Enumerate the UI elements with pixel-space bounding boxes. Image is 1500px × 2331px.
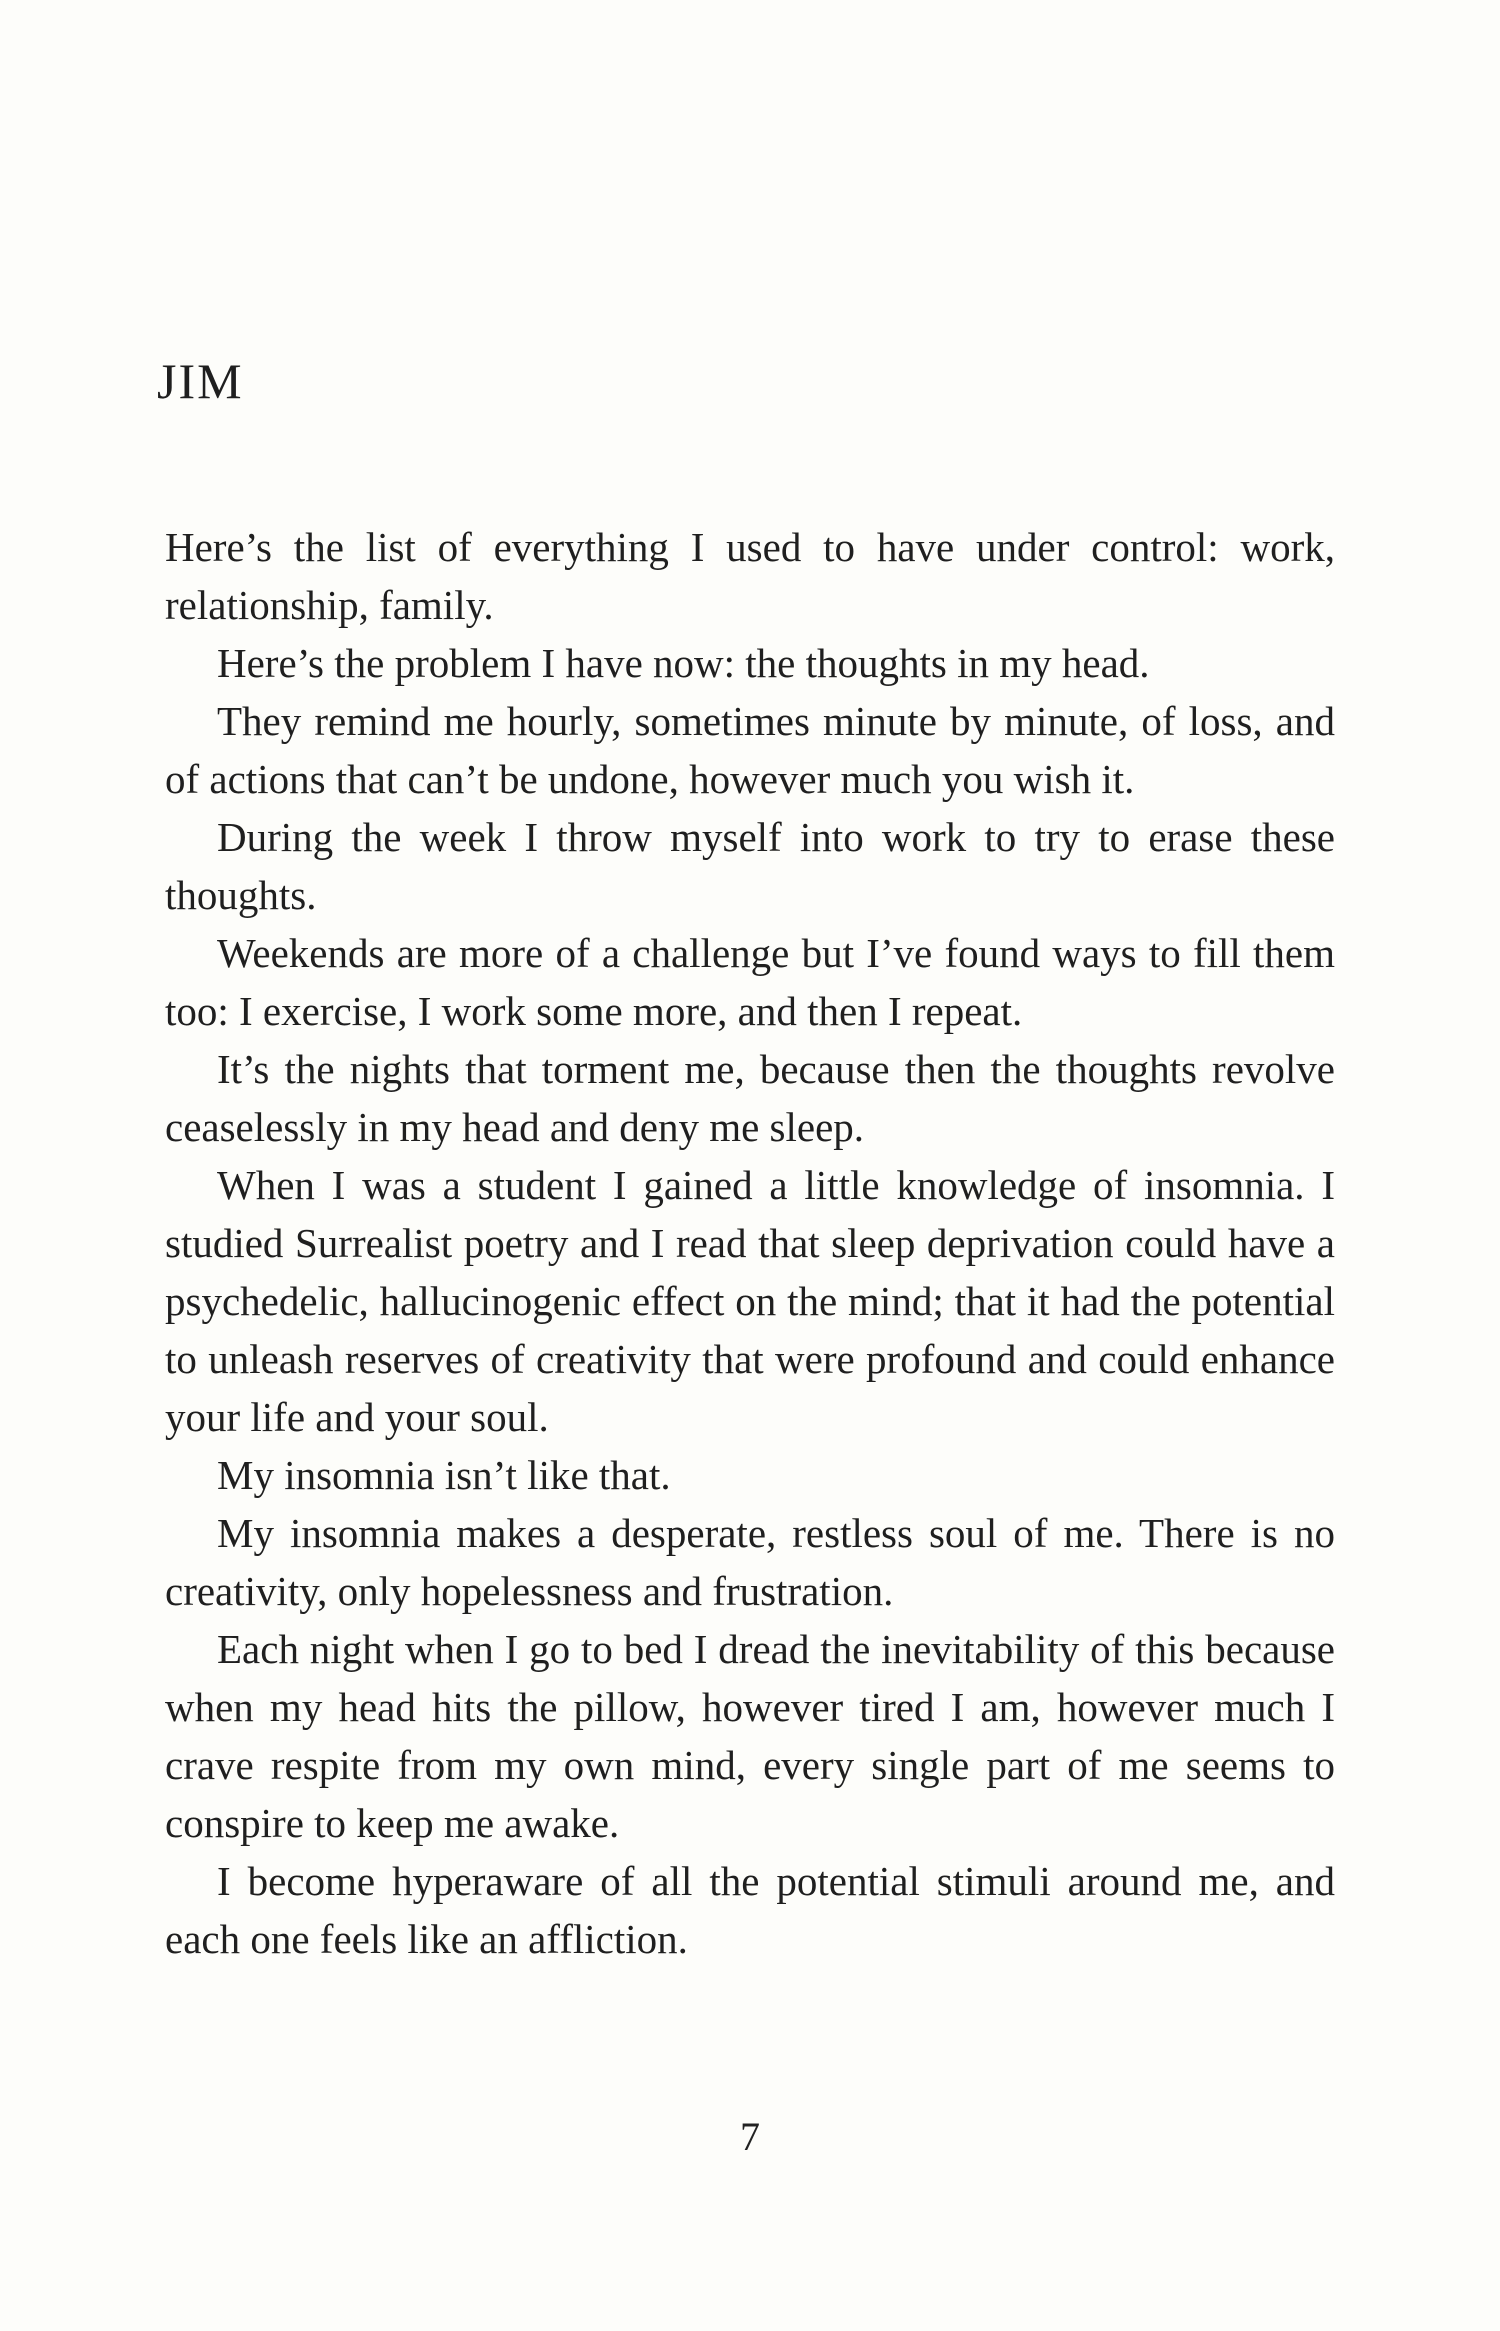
- paragraph: Here’s the list of everything I used to have under control: work, relationship, family.: [165, 524, 1335, 628]
- paragraph: It’s the nights that torment me, because then the thoughts revolve ceaselessly in my head and deny me sleep.: [165, 1046, 1335, 1150]
- paragraph: Each night when I go to bed I dread the inevitability of this because when my head hits the pillow, however tired I am, however much I crave respite from my own mind, every single part of me seems to conspire to keep me awake.: [165, 1626, 1335, 1846]
- paragraph: When I was a student I gained a little knowledge of insomnia. I studied Surrealist poetry and I read that sleep deprivation could have a psychedelic, hallucinogenic effect on the mind; that it had the potential to unleash reserves of creativity that were profound and could enhance your life and your soul.: [165, 1162, 1335, 1440]
- paragraph: My insomnia makes a desperate, restless soul of me. There is no creativity, only hopelessness and frustration.: [165, 1510, 1335, 1614]
- paragraph: They remind me hourly, sometimes minute by minute, of loss, and of actions that can’t be undone, however much you wish it.: [165, 698, 1335, 802]
- paragraph: Weekends are more of a challenge but I’ve found ways to fill them too: I exercise, I work some more, and then I repeat.: [165, 930, 1335, 1034]
- page-number: 7: [740, 2114, 760, 2159]
- paragraph: Here’s the problem I have now: the thoughts in my head.: [217, 640, 1150, 686]
- body-text: [165, 518, 1335, 1968]
- paragraph: My insomnia isn’t like that.: [217, 1452, 671, 1498]
- paragraph: During the week I throw myself into work to try to erase these thoughts.: [165, 814, 1335, 918]
- chapter-title: JIM: [157, 353, 244, 409]
- paragraph: I become hyperaware of all the potential stimuli around me, and each one feels like an affliction.: [165, 1858, 1335, 1962]
